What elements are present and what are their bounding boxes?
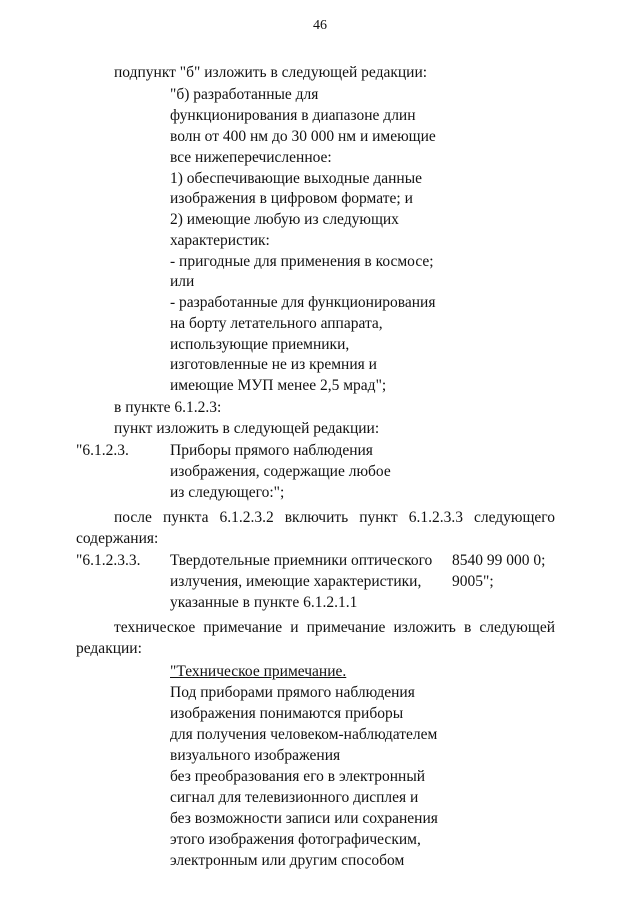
page-number: 46 xyxy=(313,18,327,33)
tech-note-line: изображения понимаются приборы xyxy=(170,705,404,722)
subpoint-b-line: изготовленные не из кремния и xyxy=(170,356,377,373)
subpoint-b-line: изображения в цифровом формате; и xyxy=(170,190,413,207)
tech-note-line: без преобразования его в электронный xyxy=(170,768,426,785)
subpoint-b-line: на борту летательного аппарата, xyxy=(170,315,383,332)
subpoint-b-line: функционирования в диапазоне длин xyxy=(170,107,416,124)
point-code: "6.1.2.3. xyxy=(76,442,129,459)
tnved-code: 8540 99 000 0; xyxy=(452,552,546,569)
subpoint-b-line: или xyxy=(170,273,195,290)
point-instruction: пункт изложить в следующей редакции: xyxy=(114,420,380,437)
tnved-code: 9005"; xyxy=(452,573,494,590)
subpoint-b-line: "б) разработанные для xyxy=(170,86,319,103)
new-point-desc-line: излучения, имеющие характеристики, xyxy=(170,573,422,590)
subpoint-b-line: характеристик: xyxy=(170,232,270,249)
tech-note-line: для получения человеком-наблюдателем xyxy=(170,726,438,743)
tech-note-line: без возможности записи или сохранения xyxy=(170,810,438,827)
point-text-line: Приборы прямого наблюдения xyxy=(170,442,373,459)
new-point-code: "6.1.2.3.3. xyxy=(76,552,141,569)
subpoint-b-line: 2) имеющие любую из следующих xyxy=(170,211,399,228)
new-point-desc-line: указанные в пункте 6.1.2.1.1 xyxy=(170,594,358,611)
subpoint-b-line: - разработанные для функционирования xyxy=(170,294,436,311)
insert-instruction-line: после пункта 6.1.2.3.2 включить пункт 6.1.2.3.3 следующего xyxy=(114,509,555,526)
tech-note-line: электронным или другим способом xyxy=(170,852,405,869)
tech-note-line: этого изображения фотографическим, xyxy=(170,831,421,848)
subpoint-b-line: - пригодные для применения в космосе; xyxy=(170,253,434,270)
subpoint-b-line: волн от 400 нм до 30 000 нм и имеющие xyxy=(170,128,436,145)
in-point-heading: в пункте 6.1.2.3: xyxy=(114,399,222,416)
note-instruction-line: редакции: xyxy=(76,640,142,657)
subpoint-b-line: 1) обеспечивающие выходные данные xyxy=(170,170,422,187)
subpoint-b-line: использующие приемники, xyxy=(170,336,350,353)
subpoint-b-line: все нижеперечисленное: xyxy=(170,149,332,166)
new-point-desc-line: Твердотельные приемники оптического xyxy=(170,552,433,569)
tech-note-line: визуального изображения xyxy=(170,747,341,764)
subpoint-b-line: имеющие МУП менее 2,5 мрад"; xyxy=(170,377,387,394)
point-text-line: из следующего:"; xyxy=(170,484,285,501)
subpoint-b-intro: подпункт "б" изложить в следующей редакции: xyxy=(114,64,428,81)
point-text-line: изображения, содержащие любое xyxy=(170,463,391,480)
tech-note-line: сигнал для телевизионного дисплея и xyxy=(170,789,419,806)
tech-note-line: Под приборами прямого наблюдения xyxy=(170,684,415,701)
note-instruction-line: техническое примечание и примечание изложить в следующей xyxy=(114,619,555,636)
insert-instruction-line: содержания: xyxy=(76,530,159,547)
tech-note-heading: "Техническое примечание. xyxy=(170,663,347,680)
